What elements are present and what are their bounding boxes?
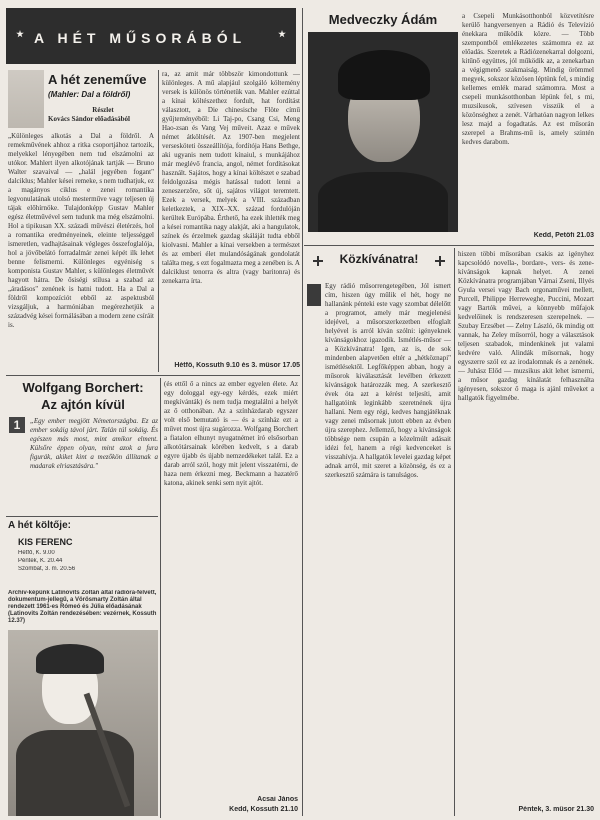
section-divider — [6, 375, 300, 376]
kozkivanatra-title: Közkívánatra! — [339, 252, 419, 266]
kolto-time-3: Szombat, 3. m. 20.56 — [18, 566, 76, 572]
kolto-name: KIS FERENC — [18, 537, 73, 547]
kozkivanatra-col1: Egy rádió műsorrengetegében, Jól ismert cím, hiszen úgy műlik el hét, hogy ne hallanánk pénteki este vagy szombat délelőtt a programot, amely már megjelenési idejével, a műsorszerkezetben elfoglalt helyével is arról kíván szólni: igényeknek kívánságokhoz igazodik. Ismétlés-műsor — a Közkívánatra! Igen, az is, de sok mindenben alapvetően eltér a „hétköznapi" ismétlésektől. Legfőképpen abban, hogy a műsorok kiválasztását levélben érkezett kívánságok határozzák meg. A szerkesztő évek óta azt a kérést teljesíti, amit hallgatóink leginkább szeretnének újra hallani. Nem egy régi, kedves hangjátéknak vagy zenei műsornak jutott ebben az évben újra szerephez. Jellemző, hogy a kívánságok többsége nem csupán a közelmúlt adásait idézi fel, hanem a régi kedvenceket is visszahívja. A hallgatók levelei gazdag képet adnak arról, mit szeret a közönség, és ez a szerkesztő számára is tanulságos. — [325, 282, 451, 479]
star-icon — [278, 30, 286, 38]
kolto-box — [8, 520, 158, 584]
section-divider — [304, 245, 594, 246]
kozkivanatra-col2: hiszen többi műsorában csakis az igényhez kapcsolódó novella-, bordare-, vers- és zene-kívánságok kapnak helyet. A zenei Közkívánatra programjában Várnai Zseni, Illyés Gyula versei vagy Bach orgonaművei mellett, Purcell, Philippe Herreweghe, Puccini, Mozart vagy Bartók művei, a könnyebb műfajok kedvelőinek is rendszeresen szerepelnek. — Szubay Erzsébet — Zelny László, ők mindig ott vannak, ha Zeley műsorról, hogy a választások teljesen szabadok, mindenkinek jut valami kedvére való. Alindák műsornak, hogy egyszerre szól ez az irodalomnak és a zenének. — Juhász Előd — muzsikus akit lehet ismerni, a műsor gazdag kínálatát felhasználta igényesen, sokszor ő maga is ajánl műveket a hallgatók figyelmébe. — [458, 250, 594, 402]
latinovits-photo — [8, 630, 158, 816]
medveczky-name: Medveczky Ádám — [328, 12, 438, 27]
number-badge: 1 — [9, 417, 25, 433]
photo-caption: Archív-képünk Latinovits Zoltán által rádióra-felvett, dokumentum-jellegű, a Vörösmarty Zoltán által rendezett 1961-es Rómeó és Júlia előadásának (Latinovits Zoltán rendezésében: vezérnek, Kossuth 12.37) — [8, 590, 157, 624]
medveczky-text: a Csepeli Munkásotthonból közvetítésre kerülő hangversenyen a Rádió és Televízió énekkara működik közre. — Több szempontból emlékezetes számomra ez az előadás. Szeretek a Rádiózenekarral dolgozni, kitűnő együttes, jól működik az, a zenekarban a végigmenő szakmaiság. Mindig örömmel megyek, sokszor közösen léptünk fel, s mindig kellemes emlék marad számomra. Most a csepeli munkásotthonban lépünk fel, s mi, muzsikusok, szívesen visszük el a közönséghez a zenét. Várhatóan nagyon lelkes lesz majd a fogadtatás. Az est műsorán szerepel a Brahms-mű is, amely szintén kedves darabom. — [462, 12, 594, 146]
zenemu-subtitle: (Mahler: Dal a földről) — [48, 90, 131, 99]
column-divider — [158, 70, 159, 372]
hair-shape — [36, 644, 104, 674]
section-banner — [6, 8, 296, 64]
borchert-subtitle: Az ajtón kívül — [41, 397, 125, 412]
zenemu-title: A hét zeneműve — [48, 72, 147, 87]
borchert-body: (és ettől ő a nincs az ember egyelen élete. Az egy dologgal egy-egy kérdés, ezek miért megkívánták) és nem tudja megtalálni a helyét az ő otthonában. Az a színházdarab egyszer volt első bemutató is — és a színház ezt a művet most újra sugározza. Wolfgang Borchert a fiatalon elhunyt nyugatnémet író elsősorban alkotótársainak körében kedvelt, s a darab egyre újabb és újabb nemzedékeket talál. Ez a darab arról szól, hogy mit jelent visszatérni, de haza nem érkezni meg. Beckmann a hazatérő katona, akinek senki sem nyit ajtót. — [164, 380, 298, 487]
section-divider — [6, 516, 158, 517]
shoulders-shape — [318, 172, 448, 232]
banner-title: A HÉT MŰSORÁBÓL — [34, 30, 247, 46]
column-divider — [160, 378, 161, 818]
zenemu-signature: Hétfő, Kossuth 9.10 és 3. műsor 17.05 — [174, 362, 300, 369]
column-divider — [454, 248, 455, 816]
star-icon — [16, 30, 24, 38]
borchert-intro: „Egy ember megjött Németországba. Ez az ember sokáig távol járt. Talán túl sokáig. És egészen más most, mint amikor elment. Külsőre éppen olyan, mint azok a fura figurák, akiket kint a mezőkön állítanak a madarak elriasztására." — [30, 417, 158, 470]
medveczky-portrait — [308, 32, 458, 232]
mahler-portrait — [8, 70, 44, 128]
page-divider — [302, 8, 303, 816]
news-illustration — [307, 284, 321, 306]
borchert-author: Acsai János — [257, 796, 298, 803]
kolto-time-2: Péntek, K. 20.44 — [18, 558, 63, 564]
kozkivanatra-header — [305, 248, 453, 278]
kozkivanatra-signature: Péntek, 3. műsor 21.30 — [518, 806, 594, 813]
cross-icon — [435, 256, 445, 266]
zenemu-body-col1: „Különleges alkotás a Dal a földről. A remekművének ahhoz a ritka csoportjához tartozik, melyekkel lényegében nem tud elszámolni az utókor. Mahlert ilyen alkotójának tartják — Bruno Walter szavaival — „halál jegyében fogant" dalciklus; Mahler kései remeke, s nem tudhatjuk, ez a magányos ciklus e zenei romantika legvonulatának utolsó mesterműve vagy teljesen új tájak előhírnöke. Tulajdonképp Gustav Mahler egész életművével sem tudunk ma még elszámolni. Hol a tipikusan XX. századi művészi életérzés, hol a romantika eredményeinek, eleinte teljességgel ismeretlen, vadhajtásainak végleges összefoglalója, hol a jövőbelátó forradalmár zenei képét ilk lehet benne felismerni. Különleges egyéniség s komponista Gustav Mahler, s különleges életművét hagyott hátra. De ősiségi stílusa a szabad az „áradásos" zenének is hatni tudott. Ha a Dal a földről kompozíciót ebből az aspektusból vizsgáljuk, a harmóniában megérezhetjük a századvég kései formálásában a modern zene csíráit is. — [8, 132, 154, 329]
kolto-title: A hét költője: — [8, 520, 71, 531]
hair-shape — [338, 50, 430, 100]
zenemu-excerpt-author: Kovács Sándor előadásából — [48, 115, 130, 123]
zenemu-header — [8, 70, 158, 130]
borchert-title: Wolfgang Borchert: — [22, 380, 144, 395]
zenemu-excerpt-label: Részlet — [92, 106, 114, 114]
cross-icon — [313, 256, 323, 266]
borchert-signature: Kedd, Kossuth 21.10 — [229, 806, 298, 813]
zenemu-body-col2: ra, az amit már többször kimondottunk — különleges. A mű alapjául szolgáló költemény versek is különös történetük van. Mahler ezúttal a kínai költészethez fordult, hat fordítást választott, a Die chinesische Flöte című gyűjteményéből: Li Taj-po, Csang Csi, Meng Hao-zsan és Vang Vej műveit. Azaz e művek német átköltését. Az 1907-ben megjelent versesköteti összeállítója, fordítója Hans Bethge, aki ugyanis nem tudott kínaiul, s munkájához már meglévő francia, angol, német fordításokat használt. Sajátos, hogy a kínai költészet e szabad feldolgozása mégis hatással tudott lenni a zeneszerzőre, sőt új, sajátos világot teremtett. Ezek a versek, melyek a VIII. században keletkeztek, a XIX–XX. század fordulóján kerültek Európába. Érthető, ha ezek ihlették meg a kései romantika nagy alakját, aki a hangulatok, színek és érzelmek gazdag skáláját tudta ebből kiolvasni. Mahler a kínai versekben a természet és az emberi élet mulandóságának gondolatát találta meg, s ezt fogalmazta meg a zenében is. A dalciklust tenorra és altra (vagy baritonra) és zenekarra írta. — [162, 70, 300, 285]
kolto-time-1: Hétfő, K. 9.00 — [18, 550, 55, 556]
medveczky-signature: Kedd, Petőfi 21.03 — [533, 232, 594, 239]
